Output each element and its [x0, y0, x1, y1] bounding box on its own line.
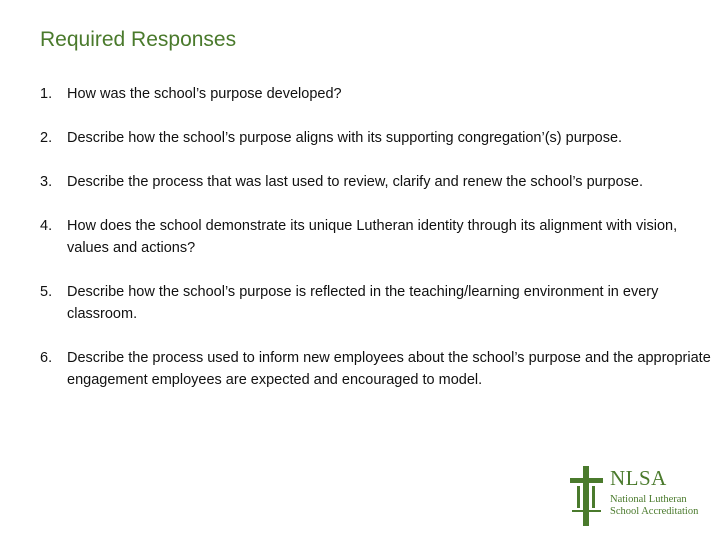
page-title: Required Responses	[40, 28, 237, 51]
question-text: How does the school demonstrate its unique Lutheran identity through its alignment with vision, values and actions?	[67, 218, 678, 256]
list-item	[40, 347, 712, 391]
nlsa-logo	[568, 464, 718, 530]
question-text: Describe the process used to inform new employees about the school’s purpose and the appropriate engagement employees are expected and encouraged to model.	[67, 350, 711, 388]
list-item	[40, 171, 712, 193]
question-list	[40, 83, 712, 413]
question-number: 4.	[40, 218, 53, 234]
list-item	[40, 83, 712, 105]
list-item	[40, 215, 712, 259]
question-number: 1.	[40, 86, 53, 102]
cross-icon	[568, 464, 608, 530]
question-text: Describe how the school’s purpose aligns with its supporting congregation’(s) purpose.	[67, 130, 623, 146]
logo-name-line2: School Accreditation	[610, 506, 699, 517]
list-item	[40, 127, 720, 149]
question-text: How was the school’s purpose developed?	[67, 86, 342, 102]
question-text: Describe the process that was last used to review, clarify and renew the school’s purpose.	[67, 174, 643, 190]
logo-acronym: NLSA	[610, 466, 667, 490]
list-item	[40, 281, 712, 325]
logo-name-line1: National Lutheran	[610, 494, 687, 505]
question-number: 6.	[40, 350, 53, 366]
question-number: 3.	[40, 174, 53, 190]
question-text: Describe how the school’s purpose is reflected in the teaching/learning environment in every classroom.	[67, 284, 659, 322]
question-number: 5.	[40, 284, 53, 300]
question-number: 2.	[40, 130, 53, 146]
